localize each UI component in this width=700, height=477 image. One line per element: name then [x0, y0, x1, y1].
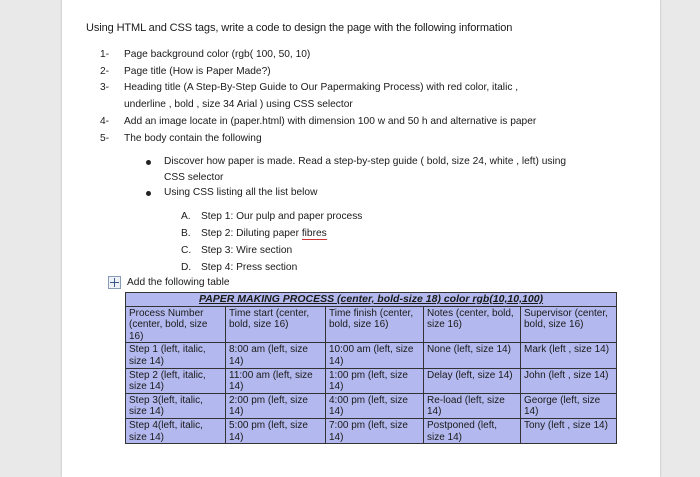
bullet-text-continuation: CSS selector	[164, 171, 224, 183]
item-letter: D.	[181, 262, 192, 273]
bullet-text: Using CSS listing all the list below	[164, 187, 318, 199]
item-number: 4-	[100, 115, 110, 127]
add-table-line	[108, 276, 230, 289]
table-cell: Tony (left , size 14)	[521, 418, 617, 443]
intro-text: Using HTML and CSS tags, write a code to design the page with the following information	[86, 22, 513, 34]
table-cell: Step 4(left, italic, size 14)	[126, 418, 226, 443]
item-text: Add an image locate in (paper.html) with dimension 100 w and 50 h and alternative is paper	[124, 115, 537, 127]
table-cell: John (left , size 14)	[521, 368, 617, 393]
bullet-list	[140, 154, 580, 201]
requirement-item	[100, 64, 620, 81]
table-cell: Step 1 (left, italic, size 14)	[126, 343, 226, 368]
table-row	[126, 418, 617, 443]
table-cell: Process Number (center, bold, size 16)	[126, 306, 226, 343]
spellcheck-underlined-word: fibres	[301, 228, 327, 239]
requirement-item	[100, 47, 620, 64]
table-cell: 7:00 pm (left, size 14)	[326, 418, 424, 443]
table-cell: None (left, size 14)	[424, 343, 521, 368]
table-cell: George (left, size 14)	[521, 393, 617, 418]
item-text: The body contain the following	[124, 132, 262, 144]
table-cell: 4:00 pm (left, size 14)	[326, 393, 424, 418]
item-number: 5-	[100, 132, 110, 144]
document-page	[62, 0, 660, 477]
lettered-item	[181, 225, 362, 242]
table-move-handle-icon[interactable]	[108, 276, 121, 289]
table-cell: 2:00 pm (left, size 14)	[226, 393, 326, 418]
bullet-item	[140, 185, 580, 201]
item-text: Step 1: Our pulp and paper process	[201, 211, 363, 222]
item-text: Step 2: Diluting paper	[201, 228, 302, 239]
table-cell: Postponed (left, size 14)	[424, 418, 521, 443]
table-cell: Delay (left, size 14)	[424, 368, 521, 393]
table-header-row	[126, 306, 617, 343]
item-text: Step 3: Wire section	[201, 245, 293, 256]
item-text: Step 4: Press section	[201, 262, 298, 273]
item-letter: C.	[181, 245, 192, 256]
table-cell: Step 2 (left, italic, size 14)	[126, 368, 226, 393]
requirement-item	[100, 131, 620, 148]
item-text: Heading title (A Step-By-Step Guide to Our Papermaking Process) with red color, italic ,	[124, 82, 519, 94]
table-cell: Re-load (left, size 14)	[424, 393, 521, 418]
requirement-item-continuation	[100, 97, 620, 114]
lettered-item	[181, 208, 362, 225]
table-caption-row	[126, 293, 617, 307]
item-letter: A.	[181, 211, 191, 222]
lettered-item	[181, 242, 362, 259]
table-cell: 1:00 pm (left, size 14)	[326, 368, 424, 393]
bullet-dot-icon	[146, 160, 151, 165]
item-text: Page title (How is Paper Made?)	[124, 65, 271, 77]
requirements-list	[100, 47, 620, 147]
item-text: Page background color (rgb( 100, 50, 10)	[124, 49, 311, 60]
table-row	[126, 368, 617, 393]
table-cell: Time start (center, bold, size 16)	[226, 306, 326, 343]
bullet-dot-icon	[146, 191, 151, 196]
table-cell: Step 3(left, italic, size 14)	[126, 393, 226, 418]
item-letter: B.	[181, 228, 191, 239]
bullet-text: Discover how paper is made. Read a step-by-step guide ( bold, size 24, white , left) using	[164, 156, 567, 167]
item-number: 3-	[100, 82, 110, 94]
table-cell: Supervisor (center, bold, size 16)	[521, 306, 617, 343]
table-cell: Time finish (center, bold, size 16)	[326, 306, 424, 343]
table-cell: 11:00 am (left, size 14)	[226, 368, 326, 393]
table-cell: Notes (center, bold, size 16)	[424, 306, 521, 343]
lettered-item	[181, 259, 362, 276]
table-cell: 5:00 pm (left, size 14)	[226, 418, 326, 443]
item-number: 1-	[100, 49, 110, 60]
item-text: underline , bold , size 34 Arial ) using CSS selector	[124, 99, 353, 111]
requirement-item	[100, 80, 620, 97]
bullet-item	[140, 154, 580, 185]
requirement-item	[100, 114, 620, 131]
add-table-text: Add the following table	[127, 277, 230, 288]
item-number: 2-	[100, 65, 110, 77]
table-cell: 10:00 am (left, size 14)	[326, 343, 424, 368]
table-row	[126, 343, 617, 368]
table-cell: 8:00 am (left, size 14)	[226, 343, 326, 368]
lettered-list	[181, 208, 362, 276]
table-caption: PAPER MAKING PROCESS (center, bold-size 18) color rgb(10,10,100)	[126, 293, 617, 307]
paper-process-table	[125, 292, 617, 444]
table-row	[126, 393, 617, 418]
table-cell: Mark (left , size 14)	[521, 343, 617, 368]
